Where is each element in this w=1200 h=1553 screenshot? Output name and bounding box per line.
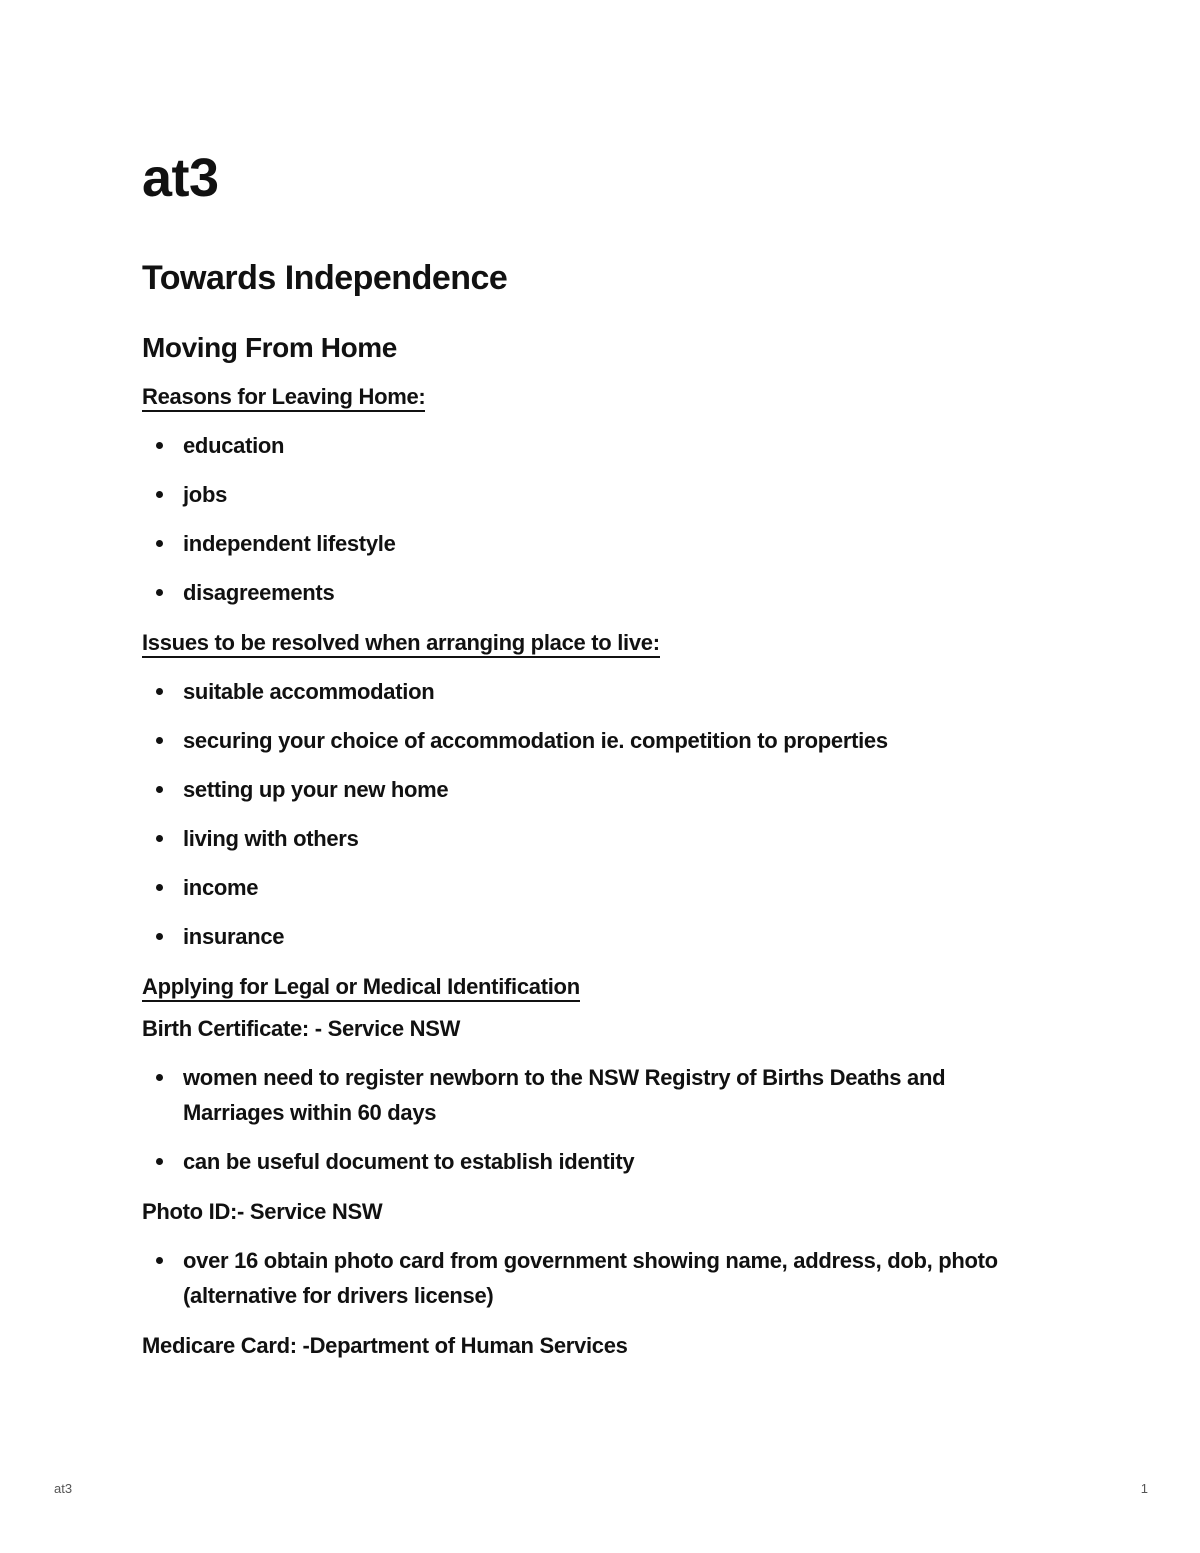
list-item: living with others [142,821,1042,856]
footer-document-name: at3 [54,1481,73,1496]
list-item: independent lifestyle [142,526,1042,561]
bullet-icon [156,933,163,940]
list-item: can be useful document to establish identity [142,1144,1042,1179]
list-item: income [142,870,1042,905]
subsection-heading: Moving From Home [142,332,397,363]
bullet-icon [156,835,163,842]
list-item: suitable accommodation [142,674,1042,709]
bullet-icon [156,786,163,793]
footer-page-number: 1 [1140,1481,1148,1496]
list-item: education [142,428,1042,463]
list-item: over 16 obtain photo card from government showing name, address, dob, photo (alternative for drivers license) [142,1243,1042,1313]
bullet-icon [156,442,163,449]
document-title: at3 [142,148,219,208]
list-item: insurance [142,919,1042,954]
bullet-icon [156,884,163,891]
list-item: securing your choice of accommodation ie. competition to properties [142,723,1042,758]
bullet-icon [156,737,163,744]
birth-certificate-label: Birth Certificate: - Service NSW [142,1016,461,1041]
list-item: women need to register newborn to the NSW Registry of Births Deaths and Marriages within 60 days [142,1060,1042,1130]
bullet-icon [156,1158,163,1165]
issues-list [142,674,1042,954]
identification-label: Applying for Legal or Medical Identification [142,968,1042,1004]
photo-id-list [142,1243,1042,1313]
bullet-icon [156,540,163,547]
section-heading: Towards Independence [142,259,508,297]
medicare-card-label: Medicare Card: -Department of Human Services [142,1333,628,1358]
bullet-icon [156,491,163,498]
content-body [142,378,1042,1363]
birth-certificate-list [142,1060,1042,1179]
bullet-icon [156,688,163,695]
list-item: disagreements [142,575,1042,610]
list-item: jobs [142,477,1042,512]
reasons-list [142,428,1042,610]
photo-id-label: Photo ID:- Service NSW [142,1199,383,1224]
reasons-label: Reasons for Leaving Home: [142,378,1042,414]
bullet-icon [156,1257,163,1264]
bullet-icon [156,1074,163,1081]
bullet-icon [156,589,163,596]
issues-label: Issues to be resolved when arranging place to live: [142,624,1042,660]
list-item: setting up your new home [142,772,1042,807]
